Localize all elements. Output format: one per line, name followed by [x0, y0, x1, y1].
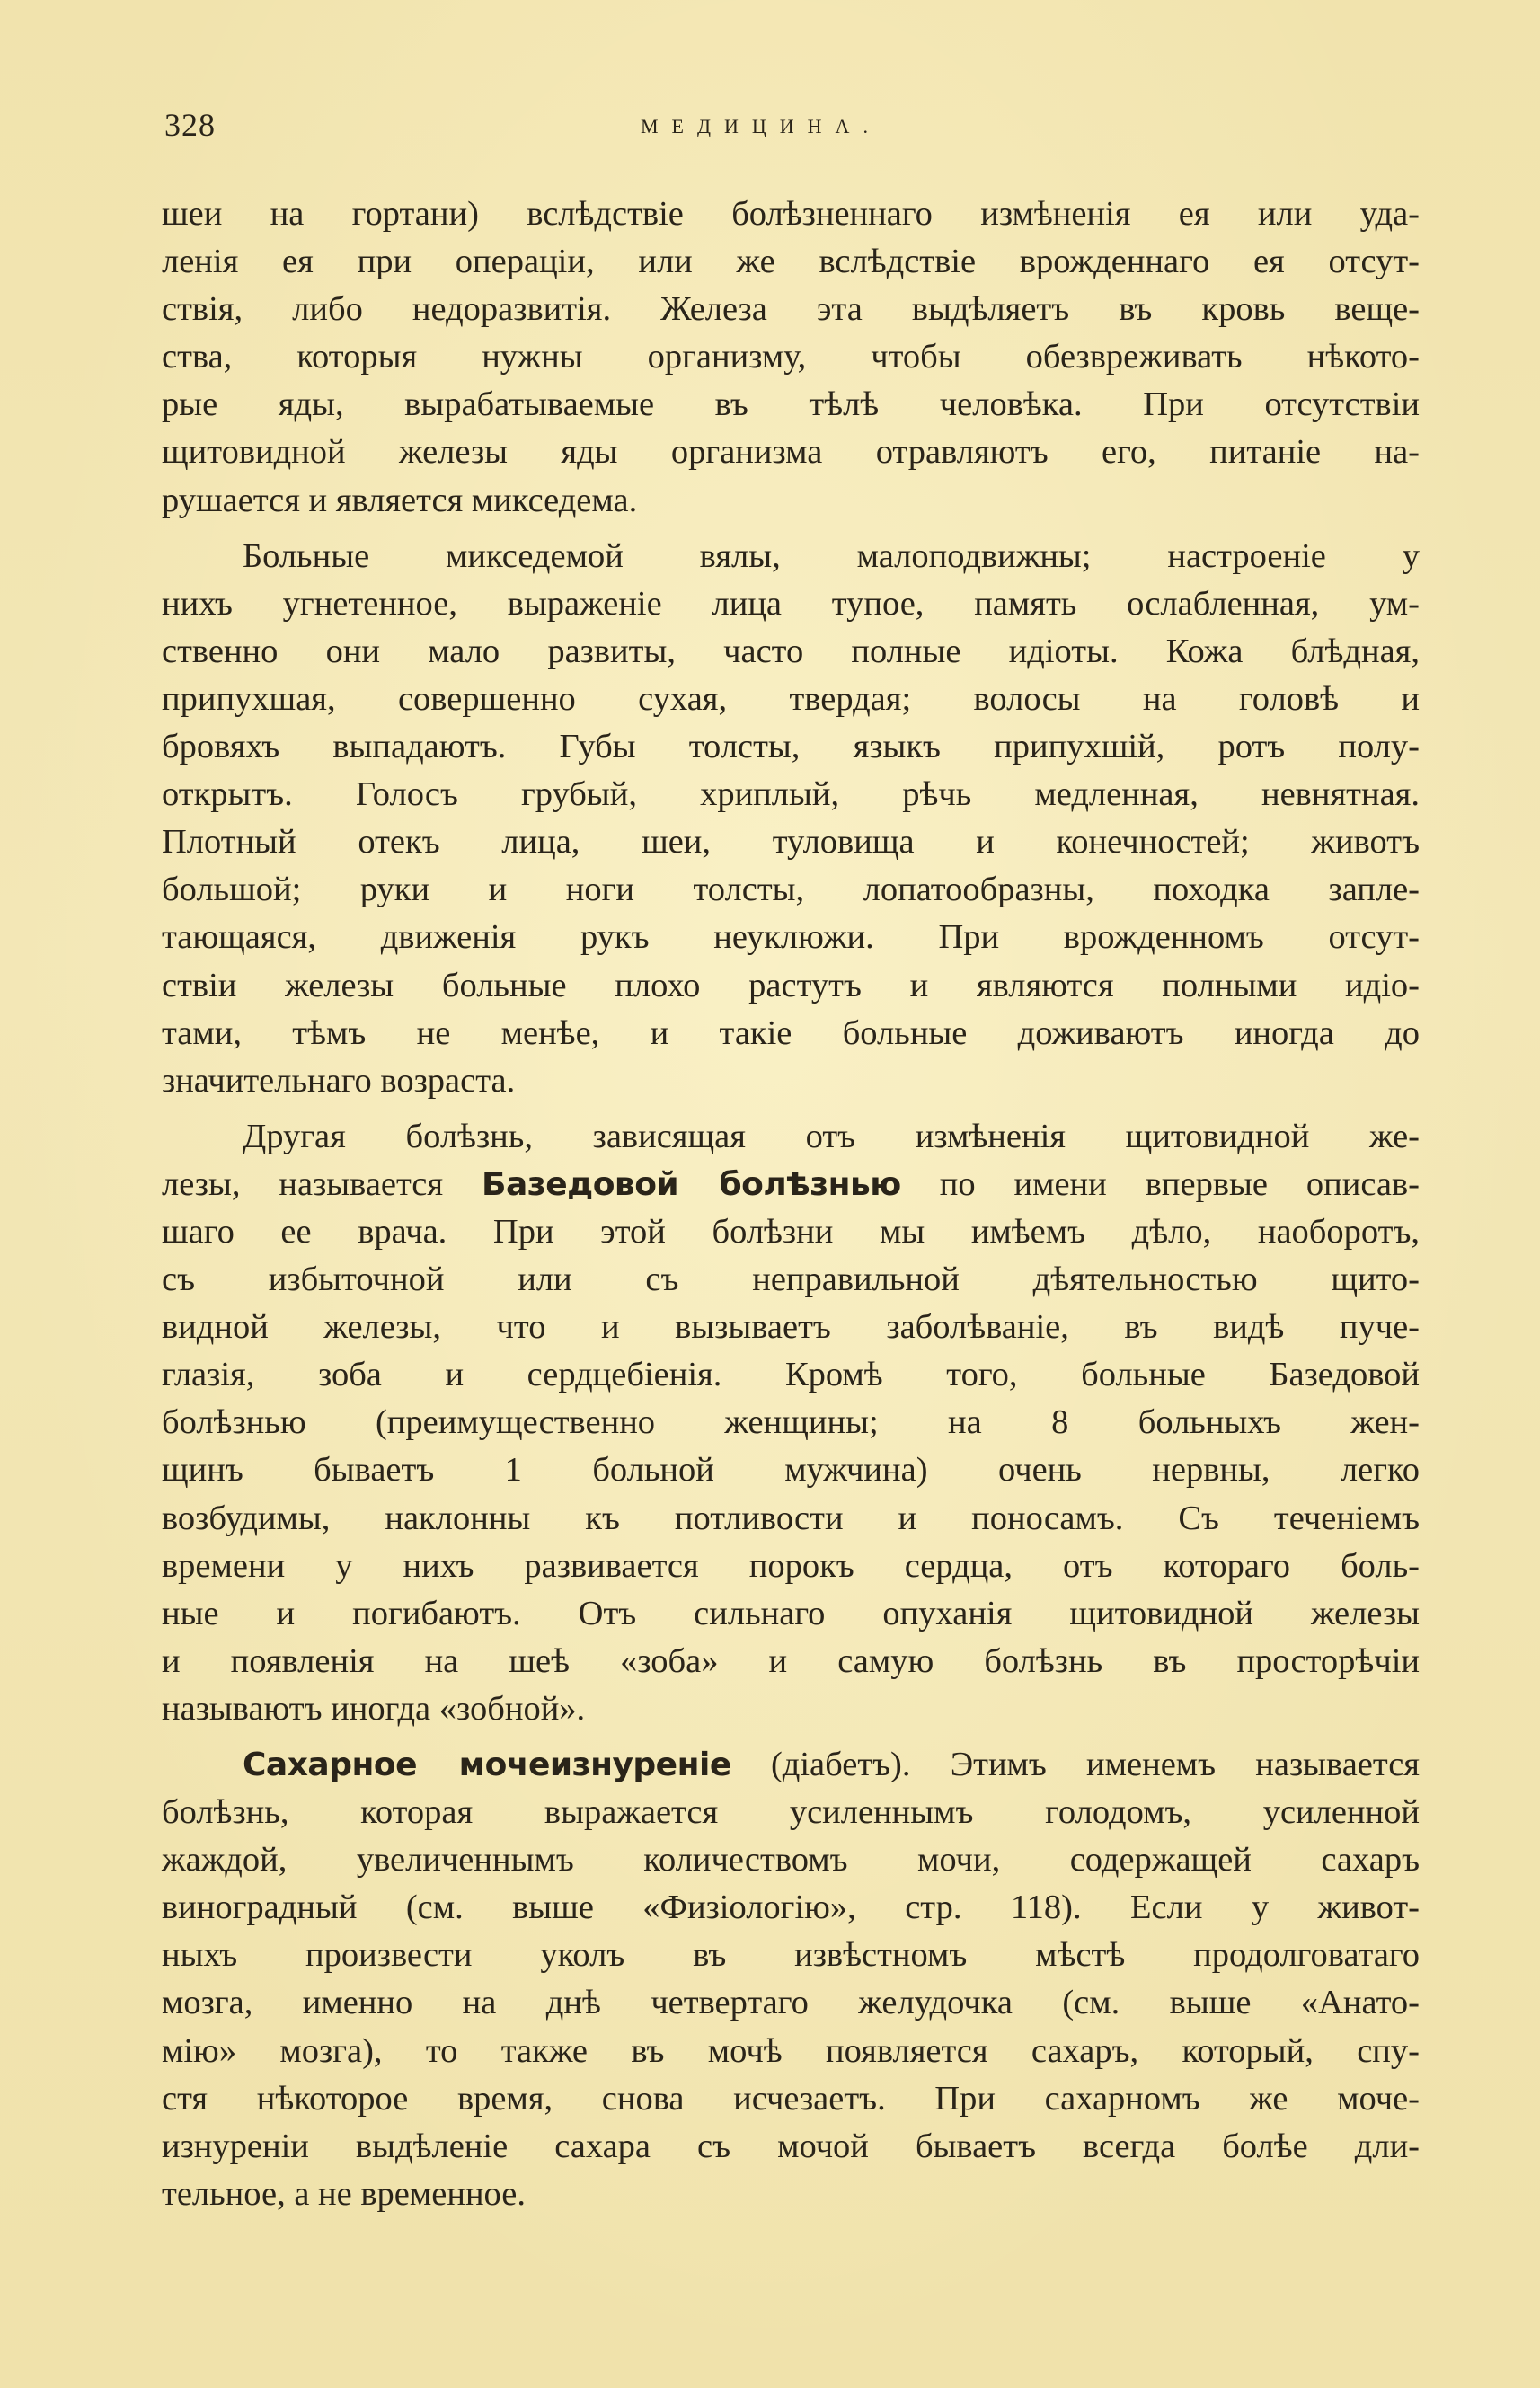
text-line: большой; руки и ноги толсты, лопатообразны, походка запле-	[162, 871, 1420, 909]
text-line: мозга, именно на днѣ четвертаго желудочка (см. выше «Анато-	[162, 1984, 1420, 2022]
text-line: ствіи железы больные плохо растутъ и являются полными идіо-	[162, 966, 1420, 1004]
text-line: рушается и является микседема.	[162, 481, 638, 519]
running-head: МЕДИЦИНА.	[641, 115, 881, 137]
text-line: значительнаго возраста.	[162, 1061, 516, 1100]
text-line: времени у нихъ развивается порокъ сердца, отъ котораго боль-	[162, 1546, 1420, 1585]
paragraph	[162, 1741, 1420, 2218]
text-line: виноградный (см. выше «Физіологію», стр. 118). Если у живот-	[162, 1888, 1420, 1927]
bold-term-basedow: Базедовой болѣзнью	[482, 1165, 901, 1203]
text-line: ныхъ произвести уколъ въ извѣстномъ мѣстѣ продолговатаго	[162, 1936, 1420, 1975]
paragraph	[162, 533, 1420, 1105]
text-line-with-term	[162, 1161, 1420, 1208]
text-line: мію» мозга), то также въ мочѣ появляется сахаръ, который, спу-	[162, 2031, 1420, 2070]
text-line-with-term	[162, 1741, 1420, 1789]
text-line: шаго ее врача. При этой болѣзни мы имѣемъ дѣло, наоборотъ,	[162, 1212, 1420, 1251]
line-tail: (діабетъ). Этимъ именемъ называется	[770, 1746, 1420, 1783]
text-line: рые яды, вырабатываемые въ тѣлѣ человѣка. При отсутствіи	[162, 385, 1420, 424]
text-line: ные и погибаютъ. Отъ сильнаго опуханія щитовидной железы	[162, 1594, 1420, 1632]
text-line: съ избыточной или съ неправильной дѣятельностью щито-	[162, 1260, 1420, 1299]
text-line: ства, которыя нужны организму, чтобы обезвреживать нѣкото-	[162, 338, 1420, 376]
paragraph	[162, 190, 1420, 525]
text-line: тельное, а не временное.	[162, 2174, 526, 2213]
text-line: возбудимы, наклонны къ потливости и поносамъ. Съ теченіемъ	[162, 1499, 1420, 1537]
text-line: открытъ. Голосъ грубый, хриплый, рѣчь медленная, невнятная.	[162, 775, 1420, 814]
text-line: щитовидной железы яды организма отравляютъ его, питаніе на-	[162, 433, 1420, 472]
line-tail: по имени впервые описав-	[939, 1164, 1420, 1203]
text-line: ственно они мало развиты, часто полные идіоты. Кожа блѣдная,	[162, 632, 1420, 670]
line-lead: лезы, называется	[162, 1164, 444, 1203]
paragraph	[162, 1113, 1420, 1733]
text-line: шеи на гортани) вслѣдствіе болѣзненнаго измѣненія ея или уда-	[162, 195, 1420, 233]
text-line: жаждой, увеличеннымъ количествомъ мочи, содержащей сахаръ	[162, 1841, 1420, 1879]
text-line: щинъ бываетъ 1 больной мужчина) очень нервны, легко	[162, 1451, 1420, 1490]
text-line: изнуреніи выдѣленіе сахара съ мочой бываетъ всегда болѣе дли-	[162, 2127, 1420, 2165]
text-line: тами, тѣмъ не менѣе, и такіе больные доживаютъ иногда до	[162, 1013, 1420, 1052]
text-line: и появленія на шеѣ «зоба» и самую болѣзнь въ просторѣчіи	[162, 1641, 1420, 1680]
text-line: глазія, зоба и сердцебіенія. Кромѣ того, больные Базедовой	[162, 1356, 1420, 1394]
text-line: Больные микседемой вялы, малоподвижны; настроеніе у	[243, 536, 1420, 575]
text-line: тающаяся, движенія рукъ неуклюжи. При врожденномъ отсут-	[162, 918, 1420, 957]
text-line: называютъ иногда «зобной».	[162, 1689, 586, 1728]
text-line: бровяхъ выпадаютъ. Губы толсты, языкъ припухшій, ротъ полу-	[162, 728, 1420, 766]
text-line: припухшая, совершенно сухая, твердая; волосы на головѣ и	[162, 679, 1420, 718]
text-line: ленія ея при операціи, или же вслѣдствіе врожденнаго ея отсут-	[162, 243, 1420, 281]
text-line: нихъ угнетенное, выраженіе лица тупое, память ослабленная, ум-	[162, 584, 1420, 623]
text-line: Другая болѣзнь, зависящая отъ измѣненія щитовидной же-	[243, 1117, 1420, 1155]
body-text	[162, 190, 1420, 2226]
page-number: 328	[164, 107, 216, 143]
text-line: ствія, либо недоразвитія. Железа эта выдѣляетъ въ кровь веще-	[162, 290, 1420, 329]
text-line: Плотный отекъ лица, шеи, туловища и конечностей; животъ	[162, 823, 1420, 862]
text-line: болѣзнь, которая выражается усиленнымъ голодомъ, усиленной	[162, 1793, 1420, 1832]
text-line: стя нѣкоторое время, снова исчезаетъ. При сахарномъ же моче-	[162, 2079, 1420, 2118]
text-line: болѣзнью (преимущественно женщины; на 8 больныхъ жен-	[162, 1403, 1420, 1442]
text-line: видной железы, что и вызываетъ заболѣваніе, въ видѣ пуче-	[162, 1308, 1420, 1347]
page-header	[164, 106, 1422, 151]
bold-term-diabetes: Сахарное мочеизнуреніе	[243, 1747, 731, 1783]
